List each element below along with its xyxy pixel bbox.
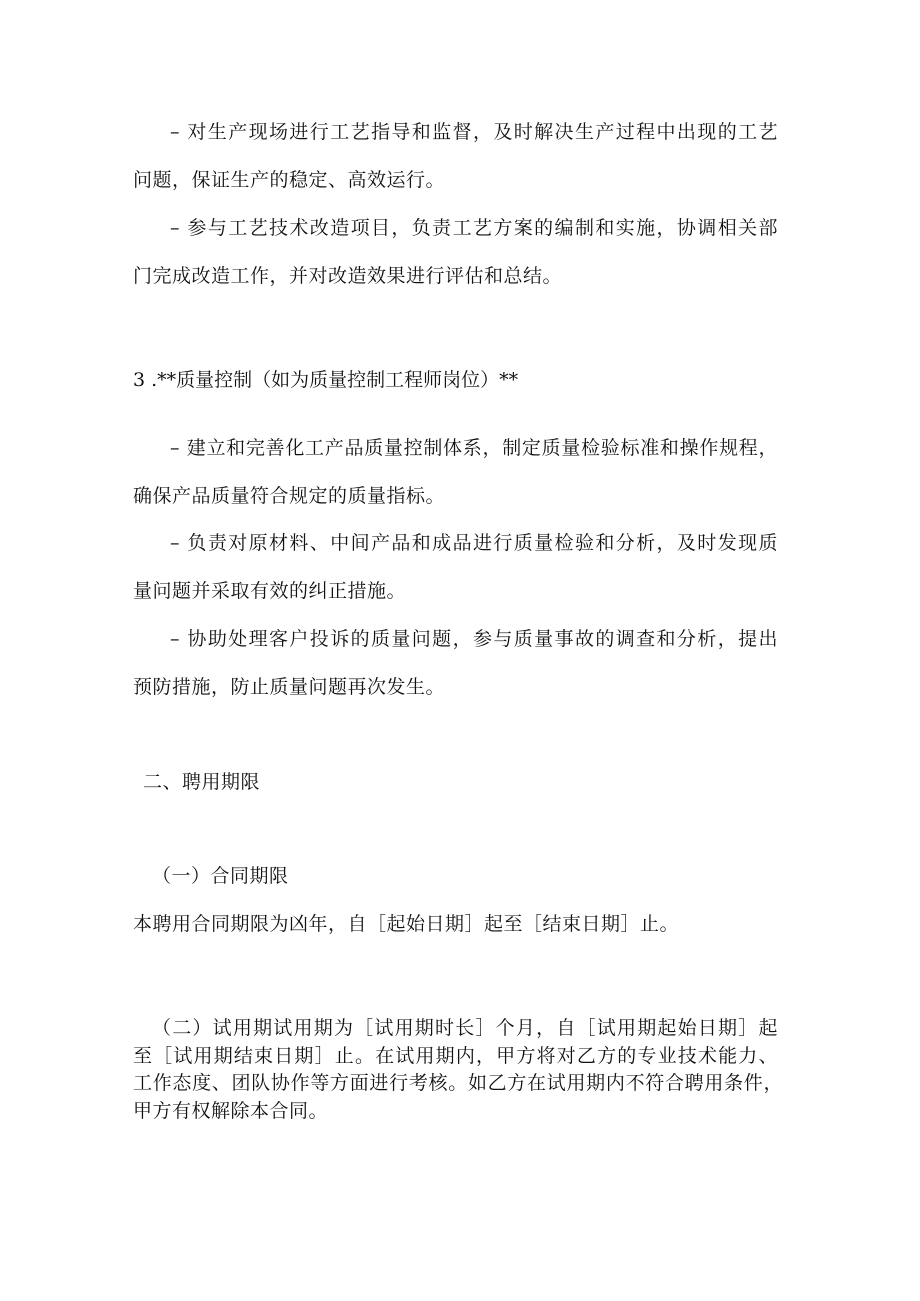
section-heading-quality-control: 3 .**质量控制（如为质量控制工程师岗位）** bbox=[133, 369, 519, 391]
complaint-handling-item: – 协助处理客户投诉的质量问题，参与质量事故的调查和分析，提出 bbox=[170, 628, 778, 650]
probation-paragraph-line1: （二）试用期试用期为［试用期时长］个月，自［试用期起始日期］起 bbox=[152, 1017, 778, 1039]
process-guidance-item: – 对生产现场进行工艺指导和监督，及时解决生产过程中出现的工艺 bbox=[170, 121, 778, 143]
tech-renovation-item: – 参与工艺技术改造项目，负责工艺方案的编制和实施，协调相关部 bbox=[170, 217, 778, 239]
complaint-handling-item-cont: 预防措施，防止质量问题再次发生。 bbox=[133, 676, 446, 698]
quality-inspection-item-cont: 量问题并采取有效的纠正措施。 bbox=[133, 580, 407, 602]
quality-system-item: – 建立和完善化工产品质量控制体系，制定质量检验标准和操作规程， bbox=[170, 437, 778, 459]
probation-paragraph-line4: 甲方有权解除本合同。 bbox=[133, 1100, 329, 1122]
contract-term-paragraph: 本聘用合同期限为凶年，自［起始日期］起至［结束日期］止。 bbox=[133, 913, 680, 935]
process-guidance-item-cont: 问题，保证生产的稳定、高效运行。 bbox=[133, 169, 446, 191]
tech-renovation-item-cont: 门完成改造工作，并对改造效果进行评估和总结。 bbox=[133, 265, 563, 287]
quality-inspection-item: – 负责对原材料、中间产品和成品进行质量检验和分析，及时发现质 bbox=[170, 532, 778, 554]
probation-paragraph-line2: 至［试用期结束日期］止。在试用期内，甲方将对乙方的专业技术能力、 bbox=[133, 1045, 778, 1067]
probation-paragraph-line3: 工作态度、团队协作等方面进行考核。如乙方在试用期内不符合聘用条件， bbox=[133, 1072, 783, 1094]
section-title-employment-term: 二、聘用期限 bbox=[143, 771, 261, 793]
subsection-contract-term: （一）合同期限 bbox=[152, 865, 289, 887]
quality-system-item-cont: 确保产品质量符合规定的质量指标。 bbox=[133, 485, 446, 507]
